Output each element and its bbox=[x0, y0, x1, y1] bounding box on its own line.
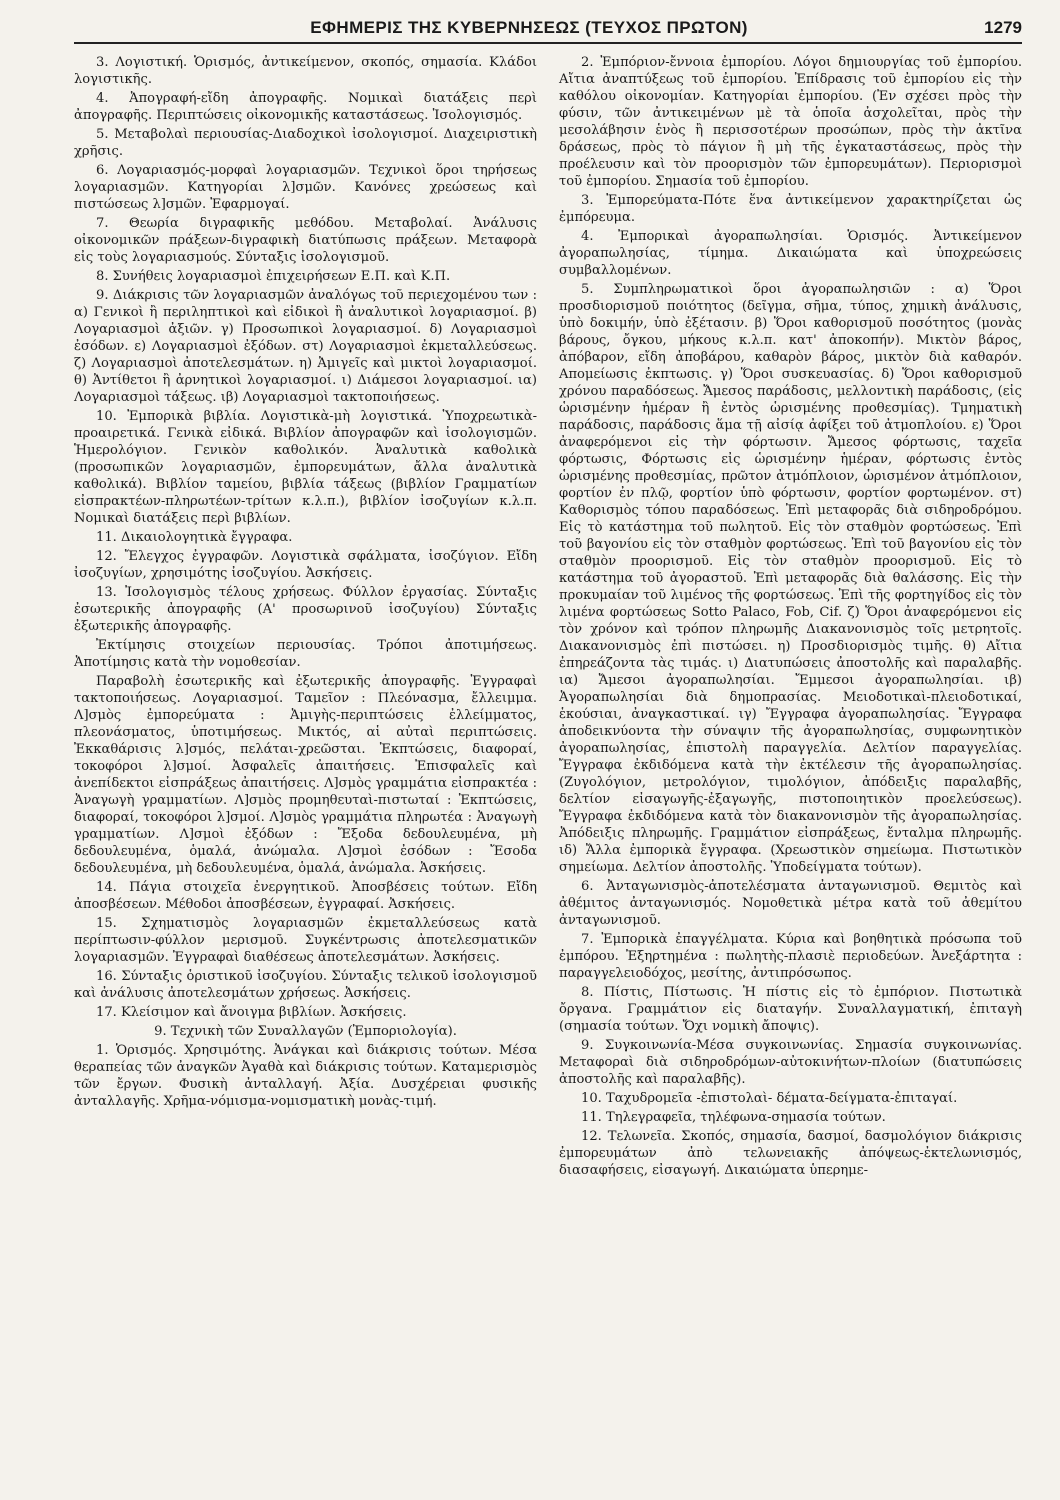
paragraph: 5. Μεταβολαὶ περιουσίας-Διαδοχικοὶ ἰσολογισμοί. Διαχειριστικὴ χρῆσις. bbox=[74, 127, 537, 159]
paragraph: 2. Ἐμπόριον-ἔννοια ἐμπορίου. Λόγοι δημιουργίας τοῦ ἐμπορίου. Αἴτια ἀναπτύξεως τοῦ ἐμπορίου. Ἐπίδρασις τοῦ ἐμπορίου εἰς τὴν καθόλου οἰκονομίαν. Κατηγορίαι ἐμπορίου. (Ἐν σχέσει πρὸς τὴν φύσιν, τῶν ἀντικειμένων μὲ τὰ ὁποῖα ἀσχολεῖται, πρὸς τὴν μεσολάβησιν ἑνὸς ἢ περισσοτέρων προσώπων, πρὸς τὴν ἀκτῖνα δράσεως, πρὸς τὸ πάγιον ἢ μὴ τῆς ἐγκαταστάσεως, πρὸς τὴν προέλευσιν καὶ τὸν προορισμὸν τῶν ἐμπορευμάτων). Περιορισμοὶ τοῦ ἐμπορίου. Σημασία τοῦ ἐμπορίου. bbox=[559, 55, 1022, 189]
paragraph: 11. Τηλεγραφεῖα, τηλέφωνα-σημασία τούτων. bbox=[581, 1110, 886, 1125]
paragraph: 12. Τελωνεῖα. Σκοπός, σημασία, δασμοί, δασμολόγιον διάκρισις ἐμπορευμάτων ἀπὸ τελωνειακῆς ἀπόψεως-ἐκτελωνισμός, διασαφήσεις, εἰσαγωγή. Δικαιώματα ὑπερημε- bbox=[559, 1129, 1022, 1178]
paragraph: 15. Σχηματισμὸς λογαριασμῶν ἐκμεταλλεύσεως κατὰ περίπτωσιν-φύλλον μερισμοῦ. Συγκέντρωσις ἀποτελεσματικῶν λογαριασμῶν. Ἐγγραφαὶ διαθέσεως ἀποτελεσμάτων. Ἀσκήσεις. bbox=[74, 916, 537, 965]
paragraph: 6. Λογαριασμός-μορφαὶ λογαριασμῶν. Τεχνικοὶ ὅροι τηρήσεως λογαριασμῶν. Κατηγορίαι λ]σμῶν. Κανόνες χρεώσεως καὶ πιστώσεως λ]σμῶν. Ἐφαρμογαί. bbox=[74, 163, 537, 212]
page-header bbox=[74, 18, 1022, 44]
paragraph: 17. Κλείσιμον καὶ ἄνοιγμα βιβλίων. Ἀσκήσεις. bbox=[96, 1005, 407, 1020]
paragraph: 3. Ἐμπορεύματα-Πότε ἕνα ἀντικείμενον χαρακτηρίζεται ὡς ἐμπόρευμα. bbox=[559, 193, 1022, 225]
paragraph: 4. Ἀπογραφή-εἴδη ἀπογραφῆς. Νομικαὶ διατάξεις περὶ ἀπογραφῆς. Περιπτώσεις οἰκονομικῆς καταστάσεως. Ἰσολογισμός. bbox=[74, 91, 537, 123]
paragraph: 14. Πάγια στοιχεῖα ἐνεργητικοῦ. Ἀποσβέσεις τούτων. Εἴδη ἀποσβέσεων. Μέθοδοι ἀποσβέσεων, ἐγγραφαί. Ἀσκήσεις. bbox=[74, 880, 537, 912]
paragraph: Ἐκτίμησις στοιχείων περιουσίας. Τρόποι ἀποτιμήσεως. Ἀποτίμησις κατὰ τὴν νομοθεσίαν. bbox=[74, 638, 537, 670]
paragraph: 8. Πίστις, Πίστωσις. Ἡ πίστις εἰς τὸ ἐμπόριον. Πιστωτικὰ ὄργανα. Γραμμάτιον εἰς διαταγήν. Συναλλαγματική, ἐπιταγὴ (σημασία τούτων. Ὄχι νομικὴ ἄποψις). bbox=[559, 985, 1022, 1034]
text-columns bbox=[74, 54, 1022, 1181]
left-column bbox=[74, 54, 537, 1181]
paragraph: 16. Σύνταξις ὁριστικοῦ ἰσοζυγίου. Σύνταξις τελικοῦ ἰσολογισμοῦ καὶ ἀνάλυσις ἀποτελεσμάτων χρήσεως. Ἀσκήσεις. bbox=[74, 969, 537, 1001]
paragraph: Παραβολὴ ἐσωτερικῆς καὶ ἐξωτερικῆς ἀπογραφῆς. Ἐγγραφαὶ τακτοποιήσεως. Λογαριασμοί. Ταμεῖον : Πλεόνασμα, ἔλλειμμα. Λ]σμὸς ἐμπορεύματα : Ἀμιγὴς-περιπτώσεις ἐλλείμματος, πλεονάσματος, ὑποτιμήσεως. Μικτός, αἱ αὐταὶ περιπτώσεις. Ἐκκαθάρισις λ]σμός, πελάται-χρεῶσται. Ἐκπτώσεις, διαφοραί, τοκοφόροι λ]σμοί. Ἀσφαλεῖς ἀπαιτήσεις. Ἐπισφαλεῖς καὶ ἀνεπίδεκτοι εἰσπράξεως ἀπαιτήσεις. Λ]σμὸς γραμμάτια εἰσπρακτέα : Ἀναγωγὴ γραμματίων. Λ]σμὸς προμηθευταὶ-πιστωταί : Ἐκπτώσεις, διαφοραί, τοκοφόροι λ]σμοί. Λ]σμὸς γραμμάτια πληρωτέα : Ἀναγωγὴ γραμματίων. Λ]σμοὶ ἐξόδων : Ἔξοδα δεδουλευμένα, μὴ δεδουλευμένα, ὁμαλά, ἀνώμαλα. Λ]σμοὶ ἐσόδων : Ἔσοδα δεδουλευμένα, μὴ δεδουλευμένα, ὁμαλά, ἀνώμαλα. Ἀσκήσεις. bbox=[74, 674, 537, 876]
paragraph: 7. Θεωρία διγραφικῆς μεθόδου. Μεταβολαί. Ἀνάλυσις οἰκονομικῶν πράξεων-διγραφικὴ διατύπωσις πράξεων. Μεταφορὰ εἰς τοὺς λογαριασμούς. Σύνταξις ἰσολογισμοῦ. bbox=[74, 216, 537, 265]
gazette-title: ΕΦΗΜΕΡΙΣ ΤΗΣ ΚΥΒΕΡΝΗΣΕΩΣ (ΤΕΥΧΟΣ ΠΡΩΤΟΝ) bbox=[310, 18, 748, 37]
paragraph: 7. Ἐμπορικὰ ἐπαγγέλματα. Κύρια καὶ βοηθητικὰ πρόσωπα τοῦ ἐμπόρου. Ἐξηρτημένα : πωλητὴς-πλασιὲ περιοδεύων. Ἀνεξάρτητα : παραγγελειοδόχος, μεσίτης, ἀντιπρόσωπος. bbox=[559, 932, 1022, 981]
paragraph: 10. Ταχυδρομεῖα -ἐπιστολαὶ- δέματα-δείγματα-ἐπιταγαί. bbox=[581, 1091, 958, 1106]
paragraph: 9. Διάκρισις τῶν λογαριασμῶν ἀναλόγως τοῦ περιεχομένου των : α) Γενικοὶ ἢ περιληπτικοὶ καὶ εἰδικοὶ ἢ ἀναλυτικοὶ λογαριασμοί. β) Λογαριασμοὶ ἀξιῶν. γ) Προσωπικοὶ λογαριασμοί. δ) Λογαριασμοὶ ἐσόδων. ε) Λογαριασμοὶ ἐξόδων. στ) Λογαριασμοὶ ἐκμεταλλεύσεως. ζ) Λογαριασμοὶ ἀποτελεσμάτων. η) Ἀμιγεῖς καὶ μικτοὶ λογαριασμοί. θ) Ἀντίθετοι ἢ ἀρνητικοὶ λογαριασμοί. ι) Διάμεσοι λογαριασμοί. ια) Λογαριασμοὶ τάξεως. ιβ) Λογαριασμοὶ τακτοποιήσεως. bbox=[74, 288, 537, 405]
page-number: 1279 bbox=[984, 18, 1022, 37]
paragraph: 9. Συγκοινωνία-Μέσα συγκοινωνίας. Σημασία συγκοινωνίας. Μεταφοραὶ διὰ σιδηροδρόμων-αὐτοκινήτων-πλοίων (διατυπώσεις ἀποστολῆς καὶ παραλαβῆς). bbox=[559, 1038, 1022, 1087]
paragraph: 3. Λογιστική. Ὁρισμός, ἀντικείμενον, σκοπός, σημασία. Κλάδοι λογιστικῆς. bbox=[74, 55, 537, 87]
paragraph: 9. Τεχνικὴ τῶν Συναλλαγῶν (Ἐμποριολογία). bbox=[154, 1024, 457, 1039]
paragraph: 13. Ἰσολογισμὸς τέλους χρήσεως. Φύλλον ἐργασίας. Σύνταξις ἐσωτερικῆς ἀπογραφῆς (Α' προσωρινοῦ ἰσοζυγίου) Σύνταξις ἐξωτερικῆς ἀπογραφῆς. bbox=[74, 585, 537, 634]
paragraph: 4. Ἐμπορικαὶ ἀγοραπωλησίαι. Ὁρισμός. Ἀντικείμενον ἀγοραπωλησίας, τίμημα. Δικαιώματα καὶ ὑποχρεώσεις συμβαλλομένων. bbox=[559, 229, 1022, 278]
paragraph: 1. Ὁρισμός. Χρησιμότης. Ἀνάγκαι καὶ διάκρισις τούτων. Μέσα θεραπείας τῶν ἀναγκῶν Ἀγαθὰ καὶ διάκρισις τούτων. Καταμερισμὸς τῶν ἔργων. Φυσικὴ ἀνταλλαγή. Ἀξία. Δυσχέρειαι φυσικῆς ἀνταλλαγῆς. Χρῆμα-νόμισμα-νομισματικὴ μονὰς-τιμή. bbox=[74, 1043, 537, 1109]
right-column bbox=[559, 54, 1022, 1181]
paragraph: 11. Δικαιολογητικὰ ἔγγραφα. bbox=[96, 530, 293, 545]
paragraph: 8. Συνήθεις λογαριασμοὶ ἐπιχειρήσεων Ε.Π. καὶ Κ.Π. bbox=[96, 269, 451, 284]
paragraph: 12. Ἔλεγχος ἐγγραφῶν. Λογιστικὰ σφάλματα, ἰσοζύγιον. Εἴδη ἰσοζυγίων, χρησιμότης ἰσοζυγίου. Ἀσκήσεις. bbox=[74, 549, 537, 581]
paragraph: 6. Ἀνταγωνισμὸς-ἀποτελέσματα ἀνταγωνισμοῦ. Θεμιτὸς καὶ ἀθέμιτος ἀνταγωνισμός. Νομοθετικὰ μέτρα κατὰ τοῦ ἀθεμίτου ἀνταγωνισμοῦ. bbox=[559, 879, 1022, 928]
paragraph: 10. Ἐμπορικὰ βιβλία. Λογιστικὰ-μὴ λογιστικά. Ὑποχρεωτικὰ-προαιρετικά. Γενικὰ εἰδικά. Βιβλίον ἀπογραφῶν καὶ ἰσολογισμῶν. Ἡμερολόγιον. Γενικὸν καθολικόν. Ἀναλυτικὰ καθολικὰ (προσωπικῶν λογαριασμῶν, ἐμπορευμάτων, ἄλλα ἀναλυτικὰ καθολικά). Βιβλίον ταμείου, βιβλία τάξεως (βιβλίον Γραμματίων εἰσπρακτέων-πληρωτέων-τρίτων κ.λ.π.), βιβλίον ἰσοζυγίων κ.λ.π. Νομικαὶ διατάξεις περὶ βιβλίων. bbox=[74, 409, 537, 526]
paragraph: 5. Συμπληρωματικοὶ ὅροι ἀγοραπωλησιῶν : α) Ὅροι προσδιορισμοῦ ποιότητος (δεῖγμα, σῆμα, τύπος, χημικὴ ἀνάλυσις, ὑπὸ δοκιμήν, ὑπὸ ἐξέτασιν. β) Ὅροι καθορισμοῦ ποσότητος (μονὰς βάρους, ὄγκου, μήκους κ.λ.π. κατ' ἀποκοπήν). Μικτὸν βάρος, ἀπόβαρον, εἴδη ἀποβάρου, καθαρὸν βάρος, μικτὸν διὰ καθαρόν. Απομείωσις ἐκπτωσις. γ) Ὅροι συσκευασίας. δ) Ὅροι καθορισμοῦ χρόνου παραδόσεως. Ἄμεσος παράδοσις, μελλοντικὴ παράδοσις, (εἰς ὡρισμένην ἡμέραν ἢ ἐντὸς ὡρισμένης προθεσμίας). Τμηματικὴ παράδοσις, παράδοσις ἅμα τῇ αἰσίᾳ ἀφίξει τοῦ ἀτμοπλοίου. ε) Ὅροι ἀναφερόμενοι εἰς τὴν φόρτωσιν. Ἄμεσος φόρτωσις, ταχεῖα φόρτωσις, Φόρτωσις εἰς ὡρισμένην ἡμέραν, φόρτωσις ἐντὸς ὡρισμένης προθεσμίας, πρῶτον ἀτμόπλοιον, ὡρισμένον ἀτμόπλοιον, φορτίον ἐν πλῷ, φορτίον ὑπὸ φόρτωσιν, φορτίον φορτωμένον. στ) Καθορισμὸς τόπου παραδόσεως. Ἐπὶ μεταφορᾶς διὰ σιδηροδρόμου. Εἰς τὸ κατάστημα τοῦ πωλητοῦ. Εἰς τὸν σταθμὸν φορτώσεως. Ἐπὶ τοῦ βαγονίου εἰς τὸν σταθμὸν φορτώσεως. Ἐπὶ τοῦ βαγονίου εἰς τὸν σταθμὸν προορισμοῦ. Εἰς τὸν σταθμὸν προορισμοῦ. Εἰς τὸ κατάστημα τοῦ ἀγοραστοῦ. Ἐπὶ μεταφορᾶς διὰ θαλάσσης. Εἰς τὴν προκυμαίαν τοῦ λιμένος τῆς φορτώσεως. Ἐπὶ τῆς φορτηγίδος εἰς τὸν λιμένα φορτώσεως Sotto Palaco, Fob, Cif. ζ) Ὅροι ἀναφερόμενοι εἰς τὸν χρόνον καὶ τρόπον πληρωμῆς Διακανονισμὸς τοῖς μετρητοῖς. Διακανονισμὸς ἐπὶ πιστώσει. η) Προσδιορισμὸς τιμῆς. θ) Αἴτια ἐπηρεάζοντα τὰς τιμάς. ι) Διατυπώσεις ἀποστολῆς καὶ παραλαβῆς. ια) Ἄμεσοι ἀγοραπωλησίαι. Ἔμμεσοι ἀγοραπωλησίαι. ιβ) Ἀγοραπωλησίαι διὰ δημοπρασίας. Μειοδοτικαὶ-πλειοδοτικαί, ἑκούσιαι, ἀναγκαστικαί. ιγ) Ἔγγραφα ἀγοραπωλησίας. Ἔγγραφα ἀποδεικνύοντα τὴν σύναψιν τῆς ἀγοραπωλησίας, συμφωνητικὸν ἀγοραπωλησίας, ἐπιστολὴ παραγγελία. Δελτίον παραγγελίας. Ἔγγραφα ἐκδιδόμενα κατὰ τὴν ἐκτέλεσιν τῆς ἀγοραπωλησίας. (Ζυγολόγιον, μετρολόγιον, τιμολόγιον, ἀπόδειξις παραλαβῆς, δελτίον εἰσαγωγῆς-ἐξαγωγῆς, πιστοποιητικὸν προελεύσεως). Ἔγγραφα ἐκδιδόμενα κατὰ τὸν διακανονισμὸν τῆς ἀγοραπωλησίας. Ἀπόδειξις πληρωμῆς. Γραμμάτιον εἰσπράξεως, ἔνταλμα πληρωμῆς. ιδ) Ἄλλα ἐμπορικὰ ἔγγραφα. (Χρεωστικὸν σημείωμα. Πιστωτικὸν σημείωμα. Δελτίον ἀποστολῆς. Ὑποδείγματα τούτων). bbox=[559, 282, 1022, 875]
